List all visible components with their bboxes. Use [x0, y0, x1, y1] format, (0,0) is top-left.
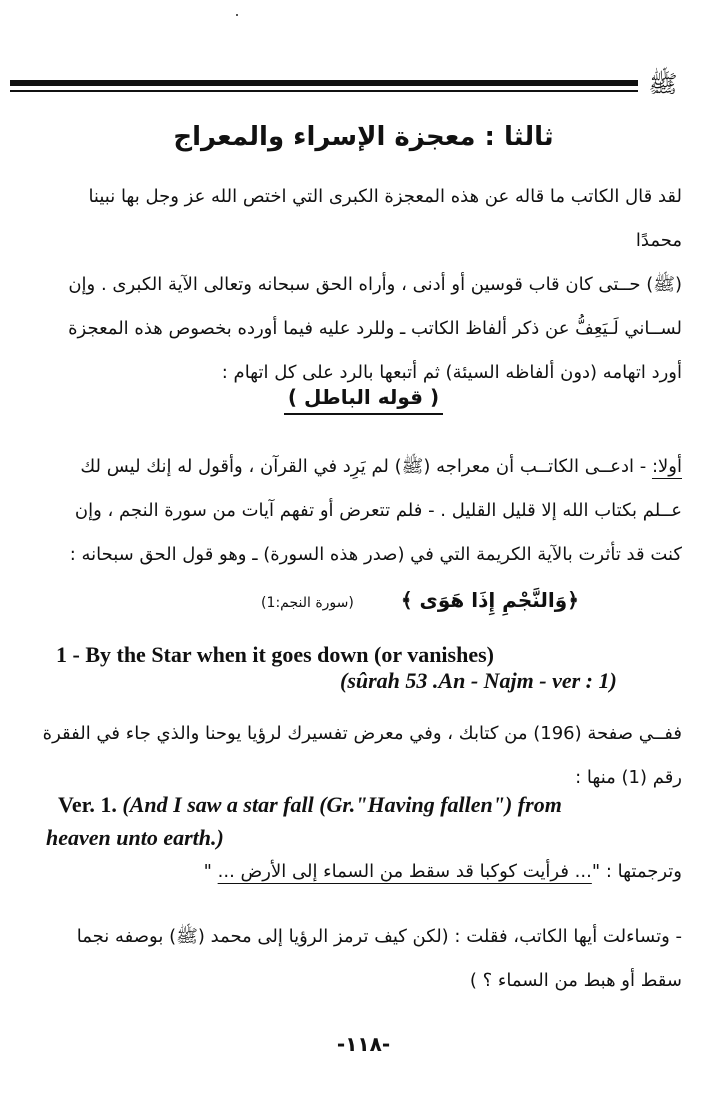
first-point-label: أولا:: [651, 456, 682, 477]
english-ver-line-1: [58, 792, 562, 818]
section-title: ثالثا : معجزة الإسراء والمعراج: [173, 122, 554, 152]
intro-line-3: لســاني لَـيَعِفُّ عن ذكر ألفاظ الكاتب ـ وللرد عليه فيما أورده بخصوص هذه المعجزة: [68, 318, 682, 339]
first-point-line-3: كنت قد تأثرت بالآية الكريمة التي في (صدر هذه السورة) ـ وهو قول الحق سبحانه :: [69, 544, 682, 565]
english-ver-text: (And I saw a star fall (Gr."Having fallen") from: [122, 792, 562, 817]
question-paragraph: [42, 915, 682, 1003]
translation-suffix: ": [203, 861, 218, 882]
english-ver-label: Ver. 1.: [58, 792, 117, 817]
page196-line-2: رقم (1) منها :: [575, 767, 682, 788]
calligraphy-ornament-icon: ﷺ: [648, 70, 678, 98]
translation-line: [42, 850, 682, 894]
header-rule-thin: [10, 90, 638, 92]
translation-prefix: وترجمتها : ": [591, 861, 682, 882]
subheading-text: ( قوله الباطل ): [284, 385, 443, 415]
page-number: -١١٨-: [336, 1032, 391, 1056]
question-line-1: - وتساءلت أيها الكاتب، فقلت : (لكن كيف ترمز الرؤيا إلى محمد (ﷺ) بوصفه نجما: [76, 926, 682, 947]
first-point-line-2: عــلم بكتاب الله إلا قليل القليل . - فلم تتعرض أو تفهم آيات من سورة النجم ، وإن: [74, 500, 682, 521]
intro-line-4: أورد اتهامه (دون ألفاظه السيئة) ثم أتبعها بالرد على كل اتهام :: [221, 362, 682, 383]
verse-reference: (سورة النجم:1): [261, 595, 354, 611]
english-verse-line-1: 1 - By the Star when it goes down (or vanishes): [56, 642, 494, 667]
first-point-paragraph: [42, 445, 682, 577]
question-line-2: سقط أو هبط من السماء ؟ ): [469, 970, 682, 991]
verse-text: ﴿وَالنَّجْمِ إِذَا هَوَى ﴾: [400, 588, 579, 612]
english-ver-line-2: heaven unto earth.): [46, 825, 224, 850]
subheading: [0, 385, 727, 415]
intro-paragraph: [42, 175, 682, 395]
translation-text: ... فرأيت كوكبا قد سقط من السماء إلى الأرض ...: [217, 861, 592, 882]
english-verse-line-2: (sûrah 53 .An - Najm - ver : 1): [340, 668, 617, 693]
scan-speck: [236, 14, 238, 16]
first-point-line-1: [42, 445, 682, 489]
quran-verse: [220, 588, 620, 612]
page196-paragraph: [42, 712, 682, 800]
first-point-line-1-text: - ادعــى الكاتــب أن معراجه (ﷺ) لم يَرِد في القرآن ، وأقول له إنك ليس لك: [80, 456, 647, 477]
header-rule-thick: [10, 80, 638, 86]
page196-line-1: ففــي صفحة (196) من كتابك ، وفي معرض تفسيرك لرؤيا يوحنا والذي جاء في الفقرة: [42, 723, 682, 744]
intro-line-2: (ﷺ) حــتى كان قاب قوسين أو أدنى ، وأراه الحق سبحانه وتعالى الآية الكبرى . وإن: [68, 274, 682, 295]
header-rule: [10, 80, 638, 94]
intro-line-1: لقد قال الكاتب ما قاله عن هذه المعجزة الكبرى التي اختص الله عز وجل بها نبينا محمدًا: [88, 186, 682, 251]
